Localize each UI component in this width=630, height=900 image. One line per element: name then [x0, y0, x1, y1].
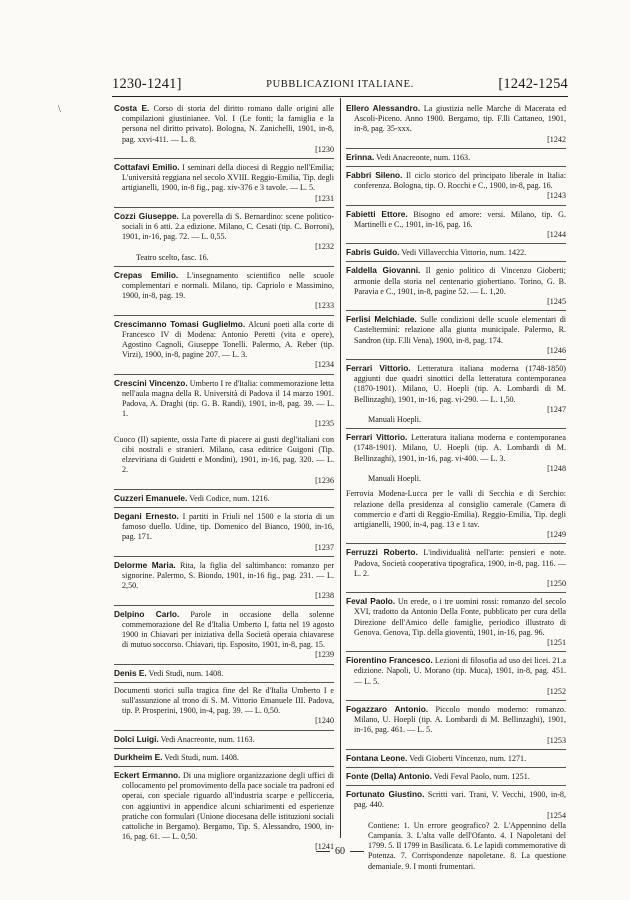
entry-text: Ferrovia Modena-Lucca per le valli di Secchia e di Serchio: relazione della presidenza al consiglio camerale (Camera di commercio e d'arti di Reggio-Emilia). Reggio-Emilia, Tip. degli artigianelli, 1900, in-4, pag. 13 e 1 tav. [346, 489, 566, 529]
right-column [346, 103, 566, 877]
page-footer [112, 846, 568, 860]
entry-author: Cottafavi Emilio. [114, 162, 180, 173]
entry-text: Vedi Studi, num. 1408. [146, 668, 224, 678]
entry-author: Crescini Vincenzo. [114, 377, 188, 388]
entry-author: Costa E. [114, 103, 150, 113]
catalog-entry [346, 771, 566, 786]
entry-text: Rita, la figlia del saltimbanco: romanzo per signorine. Palermo, S. Biondo, 1901, in-16 fig., pag. 231. — L. 2,50. [122, 560, 335, 591]
entry-number: [1246 [547, 345, 566, 355]
catalog-entry [114, 609, 334, 665]
catalog-entry [346, 789, 566, 874]
catalog-entry [114, 686, 334, 731]
entry-text: Piccolo mondo moderno: romanzo. Milano, U. Hoepli (tip. A. Lombardi di M. Bellinzaghi), 1901, in-16, pag. 461. — L. 5. [354, 704, 566, 735]
entry-author: Cuzzeri Emanuele. [114, 492, 188, 503]
catalog-entry [346, 103, 566, 149]
catalog-entry [114, 668, 334, 683]
entry-note: Manuali Hoepli. [368, 415, 422, 425]
entry-author: Faldella Giovanni. [346, 265, 421, 276]
catalog-entry [114, 319, 334, 375]
catalog-entry [114, 162, 334, 208]
page-header [112, 76, 568, 96]
entry-author: Degani Ernesto. [114, 510, 179, 521]
catalog-entry [346, 170, 566, 206]
entry-number: [1234 [315, 360, 334, 370]
entry-number: [1243 [547, 191, 566, 201]
entry-note: Teatro scelto, fasc. 16. [136, 252, 209, 262]
entry-text: Bisogno ed amore: versi. Milano, tip. G. Martinelli e C., 1901, in-16, pag. 16. [354, 209, 566, 229]
entry-number: [1238 [315, 591, 334, 601]
entry-author: Ferrari Vittorio. [346, 363, 411, 374]
entry-note: Contiene: 1. Un errore geografico? 2. L'Appennino della Campania. 3. L'alta valle dell'Ofanto. 4. I Napoletani del 1799. 5. Il 1799 in Basilicata. 6. Le lapidi commemorative di Potenza. 7. Corrispondenze napoletane. 8. La questione demaniale. 9. I monti frumentari. [368, 820, 566, 871]
entry-author: Delorme Maria. [114, 559, 176, 570]
entry-number: [1237 [315, 542, 334, 552]
catalog-entry [114, 493, 334, 508]
catalog-entry [346, 547, 566, 593]
catalog-entry [114, 734, 334, 749]
entry-number: [1248 [547, 463, 566, 473]
entry-number: [1233 [315, 301, 334, 311]
entry-author: Dolci Luigi. [114, 733, 159, 744]
entry-text: Di una migliore organizzazione degli uffici di collocamento pel promovimento della pace sociale tra padroni ed operai, con speciale riguardo all'industria scarpe e pellicceria, con aggiuntivi in appendice alcuni schiarimenti ed esperienze pratiche con formulari (Unione diocesana delle istituzioni sociali cattoliche in Bergamo). Bergamo, Tip. S. Alessandro, 1900, in-16, pag. 61. — L. 0,50. [122, 770, 334, 842]
entry-number: [1241 [315, 842, 334, 852]
entry-author: Durkheim E. [114, 751, 163, 762]
entry-author: Fogazzaro Antonio. [346, 703, 429, 714]
entry-text: La giustizia nelle Marche di Macerata ed Ascoli-Piceno. Anno 1900. Bergamo, tip. F.lli Cattaneo, 1901, in-8, pag. 35-xxx. [354, 104, 567, 134]
entry-text: Vedi Villavecchia Vittorio, num. 1422. [399, 248, 527, 258]
catalog-entry [114, 511, 334, 557]
entry-author: Fiorentino Francesco. [346, 655, 433, 666]
catalog-entry [346, 363, 566, 429]
entry-number: [1247 [547, 404, 566, 414]
entry-author: Fortunato Giustino. [346, 789, 425, 800]
entry-note: Manuali Hoepli. [368, 474, 422, 484]
entry-text: Un erede, o i tre uomini rossi: romanzo del secolo XVI, tradotto da Antonio Della Fonte, pubblicato per cura della Direzione dell'Amico delle famiglie, periodico illustrato di Genova. Genova, Tip. della gioventù, 1901, in-16, pag. 96. [354, 597, 566, 637]
entry-number: [1240 [315, 716, 334, 726]
entry-number: [1232 [315, 242, 334, 252]
entry-number: [1230 [315, 144, 334, 154]
catalog-entry [346, 489, 566, 544]
catalog-entry [114, 752, 334, 767]
entry-text: Umberto I re d'Italia: commemorazione letta nell'aula magna della R. Università di Padova il 14 marzo 1901. Padova, A. Draghi (tip. G. B. Randi), 1901, in-8, pag. 39. — L. 1. [122, 378, 335, 419]
entry-author: Denis E. [114, 667, 147, 678]
entry-author: Ferrari Vittorio. [346, 432, 408, 443]
catalog-entry [346, 596, 566, 652]
catalog-entry [346, 265, 566, 311]
entry-text: Corso di storia del diritto romano dalle origini alle compilazioni giustinianee. Vol. I (Le fonti; la famiglia e la persona nel diritto privato). Bologna, N. Zanichelli, 1901, in-8, pag. xxvi-411. — L. 8. [122, 104, 334, 144]
entry-author: Cozzi Giuseppe. [114, 210, 179, 221]
entry-number: [1253 [547, 735, 566, 745]
catalog-entry [346, 753, 566, 768]
entry-text: Il ciclo storico del principato liberale in Italia: conferenza. Bologna, tip. O. Rocchi e C., 1900, in-8, pag. 16. [354, 171, 567, 191]
catalog-entry [114, 560, 334, 606]
entry-text: Vedi Anacreonte, num. 1163. [374, 152, 471, 162]
catalog-entry [346, 314, 566, 360]
header-rule [112, 96, 568, 97]
entry-text: I partiti in Friuli nel 1500 e la storia di un famoso duello. Udine, tip. Domenico del Bianco, 1900, in-16, pag. 171. [122, 511, 334, 542]
header-entry-range-left: 1230-1241] [112, 76, 182, 92]
entry-author: Fontana Leone. [346, 752, 408, 763]
entry-author: Fabietti Ettore. [346, 208, 408, 219]
entry-text: La poverella di S. Bernardino: scene politico-sociali in 6 atti. 2.a edizione. Milano, C. Cesati (tip. C. Borroni), 1901, in-16, pag. 72. — L. 0,55. [122, 211, 335, 242]
entry-number: [1239 [315, 650, 334, 660]
entry-author: Delpino Carlo. [114, 608, 180, 619]
entry-text: Letteratura italiana moderna (1748-1850) aggiunti due quadri sinottici della letteratura contemporanea (1870-1901). Milano, U. Hoepli (tip. A. Lombardi di M. Bellinzaghi), 1901, in-16, pag. vi-290. — L. 1,50. [354, 364, 566, 404]
header-entry-range-right: [1242-1254 [498, 76, 568, 92]
left-column [114, 103, 334, 858]
entry-number: [1244 [547, 230, 566, 240]
catalog-entry [114, 770, 334, 855]
entry-author: Erinna. [346, 151, 375, 162]
catalog-entry [114, 378, 334, 432]
entry-text: L'individualità nell'arte: pensieri e note. Padova, Società cooperativa tipografica, 1900, in-8, pag. 116. — L. 2. [354, 548, 566, 578]
entry-author: Ellero Alessandro. [346, 103, 421, 113]
entry-number: [1245 [547, 297, 566, 307]
entry-text: Alcuni poeti alla corte di Francesco IV di Modena: Antonio Peretti (vita e opere), Agostino Cagnoli, Giuseppe Tonelli. Palermo, A. Reber (tip. Virzi), 1900, in-8, pagine 207. — L. 3. [122, 319, 334, 360]
page-number: 60 [335, 846, 345, 857]
entry-text: Lezioni di filosofia ad uso dei licei. 21.a edizione. Napoli, U. Morano (tip. Muca), 1901, in-8, pag. 451. — L. 5. [354, 656, 566, 686]
entry-text: Il genio politico di Vincenzo Gioberti; armonie della storia nel centenario giobertiano. Torino, G. B. Paravia e C., 1901, in-8, pagine 52. — L. 1,20. [354, 266, 566, 296]
entry-number: [1250 [547, 578, 566, 588]
entry-number: [1251 [547, 637, 566, 647]
entry-author: Fabbri Sileno. [346, 170, 403, 181]
catalog-entry [346, 704, 566, 750]
entry-author: Ferruzzi Roberto. [346, 547, 418, 558]
entry-text: Parole in occasione della solenne commemorazione del Re d'Italia Umberto I, fatta nel 19 agosto 1900 in Chiavari per iniziativa della Società operaia chiavarese di mutuo soccorso. Chiavari, tip. Esposito, 1901, in-8, pag. 15. [122, 609, 334, 650]
catalog-entry [346, 247, 566, 262]
entry-text: L'insegnamento scientifico nelle scuole complementari e normali. Milano, tip. Capriolo e Massimino, 1900, in-8, pag. 19. [122, 270, 334, 301]
entry-text: Cuoco (Il) sapiente, ossia l'arte di piacere ai gusti degl'italiani con cibi nostrali e stranieri. Milano, casa editrice Guigoni (Tip. elzeviriana di Guidetti e Mondini), 1901, in-16, pag. 320. — L. 2. [114, 434, 334, 475]
entry-text: Documenti storici sulla tragica fine del Re d'Italia Umberto I e sull'assunzione al trono di S. M. Vittorio Emanuele III. Padova, tip. P. Prosperini, 1900, in-4, pag. 39. — L. 0,50. [114, 685, 334, 716]
entry-text: I seminari della diocesi di Reggio nell'Emilia; L'università reggiana nel secolo XVIII. Reggio-Emilia, Tip. degli artigianelli, 1900, in-8 fig., pag. xiv-376 e 3 tavole. — L. 5. [122, 163, 334, 193]
entry-author: Ferlisi Melchiade. [346, 314, 417, 325]
entry-text: Scritti vari. Trani, V. Vecchi, 1900, in-8, pag. 440. [354, 790, 566, 810]
catalog-entry [114, 270, 334, 316]
entry-author: Fonte (Della) Antonio. [346, 770, 432, 781]
header-title: PUBBLICAZIONI ITALIANE. [266, 79, 414, 90]
entry-text: Vedi Anacreonte, num. 1163. [158, 734, 255, 744]
catalog-entry [114, 103, 334, 159]
catalog-entry [346, 152, 566, 167]
entry-number: [1242 [547, 134, 566, 144]
footer-dash-right [350, 851, 364, 852]
entry-text: Vedi Feval Paolo, num. 1251. [431, 771, 530, 781]
entry-author: Crepas Emilio. [114, 269, 179, 280]
entry-author: Fabris Guido. [346, 247, 400, 258]
margin-mark: \ [58, 104, 61, 115]
entry-author: Crescimanno Tomasi Guglielmo. [114, 318, 246, 329]
entry-text: Letteratura italiana moderna e contemporanea (1748-1901). Milano, U. Hoepli (tip. A. Lombardi di M. Bellinzaghi), 1901, in-16, pag. vi-400. — L. 3. [354, 433, 566, 463]
entry-number: [1249 [547, 530, 566, 540]
catalog-entry [114, 435, 334, 490]
entry-number: [1235 [315, 419, 334, 429]
entry-number: [1231 [315, 193, 334, 203]
footer-dash-left [316, 851, 330, 852]
entry-text: Vedi Codice, num. 1216. [187, 493, 270, 503]
catalog-entry [114, 211, 334, 267]
catalog-entry [346, 209, 566, 245]
catalog-entry [346, 655, 566, 701]
catalog-entry [346, 432, 566, 486]
entry-number: [1252 [547, 686, 566, 696]
entry-text: Vedi Studi, num. 1408. [162, 752, 239, 762]
entry-text: Vedi Gioberti Vincenzo, num. 1271. [407, 753, 527, 763]
entry-number: [1236 [315, 475, 334, 485]
entry-author: Feval Paolo. [346, 596, 396, 607]
entry-author: Eckert Ermanno. [114, 769, 181, 780]
column-divider [340, 98, 341, 838]
entry-number: [1254 [547, 810, 566, 820]
entry-text: Sulle condizioni delle scuole elementari di Castelterminì: relazione alla giunta municipale. Palermo, R. Sandron (tip. F.lli Vena), 1900, in-8, pag. 174. [354, 315, 566, 345]
